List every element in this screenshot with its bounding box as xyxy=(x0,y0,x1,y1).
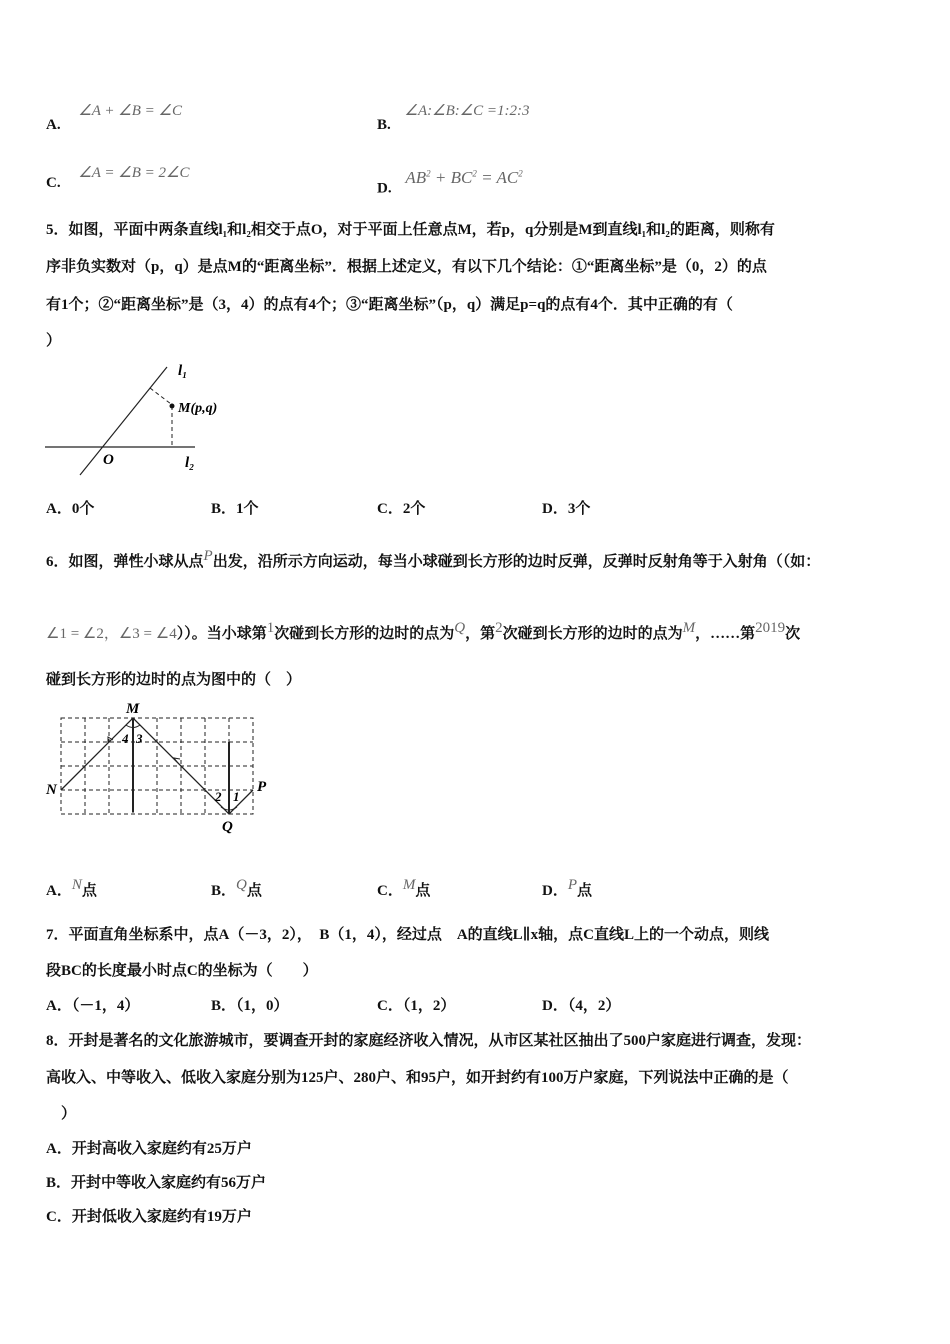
q8-option-a[interactable]: A．开封高收入家庭约有25万户 xyxy=(46,1141,252,1157)
math-sup: 2 xyxy=(472,168,477,178)
q5-figure xyxy=(40,355,260,480)
option-symbol: P xyxy=(567,877,578,893)
q5-option-a[interactable]: A．0个 xyxy=(46,501,95,517)
math-part: = AC xyxy=(476,167,519,187)
option-label: A． xyxy=(46,883,72,899)
math-sup: 2 xyxy=(426,168,431,178)
q5-stem-line: 有1个；②“距离坐标”是（3，4）的点有4个；③“距离坐标”（p，q）满足p=q的点有4个．其中正确的有（ xyxy=(46,297,733,313)
option-suffix: 点 xyxy=(577,883,593,899)
label-m: M xyxy=(126,701,140,717)
q8-stem-line: 8．开封是著名的文化旅游城市，要调查开封的家庭经济收入情况，从市区某社区抽出了500户家庭进行调查，发现： xyxy=(46,1033,812,1049)
perp-to-l1 xyxy=(150,388,171,404)
q7-stem-line: 7．平面直角坐标系中，点A（－3，2）， B（1，4），经过点 A的直线L∥x轴，点C直线L上的一个动点，则线 xyxy=(46,927,769,943)
text: 次碰到长方形的边时的点为 xyxy=(274,626,455,642)
q8-option-c[interactable]: C．开封低收入家庭约有19万户 xyxy=(46,1209,252,1225)
q6-option-a[interactable] xyxy=(46,875,97,901)
label-p: P xyxy=(257,779,267,795)
math-part: + BC xyxy=(430,167,473,187)
dashed-grid xyxy=(61,718,253,814)
q5-stem-line: 5．如图，平面中两条直线l₁和l₂相交于点O，对于平面上任意点M，若p，q分别是M到直线l₁和l₂的距离，则称有 xyxy=(46,222,775,238)
label-o: O xyxy=(103,452,114,468)
option-label: B. xyxy=(377,117,391,133)
option-suffix: 点 xyxy=(246,883,262,899)
option-suffix: 点 xyxy=(415,883,431,899)
q6-figure xyxy=(40,695,280,840)
math-q: Q xyxy=(454,620,466,636)
angle-1: 1 xyxy=(233,789,240,804)
q7-option-c[interactable]: C．（1，2） xyxy=(377,998,456,1014)
text: 次碰到长方形的边时的点为 xyxy=(502,626,683,642)
math-n: 1 xyxy=(266,620,275,636)
text: ，第 xyxy=(465,626,496,642)
text: 出发，沿所示方向运动，每当小球碰到长方形的边时反弹，反弹时反射角等于入射角（（如： xyxy=(212,554,821,570)
q8-stem-line: ） xyxy=(46,1106,77,1122)
option-symbol: M xyxy=(402,877,416,893)
q4-option-c[interactable] xyxy=(46,165,190,193)
q5-option-c[interactable]: C．2个 xyxy=(377,501,426,517)
math-angles: ∠1 = ∠2，∠3 = ∠4 xyxy=(46,626,177,642)
q6-option-b[interactable] xyxy=(211,875,262,901)
q7-option-d[interactable]: D．（4，2） xyxy=(542,998,621,1014)
q6-stem-line xyxy=(46,618,800,644)
math-sup: 2 xyxy=(518,168,523,178)
angle-2: 2 xyxy=(215,789,222,804)
option-math: ∠A + ∠B = ∠C xyxy=(78,103,182,119)
q7-stem-line: 段BC的长度最小时点C的坐标为（ ） xyxy=(46,963,318,979)
option-symbol: N xyxy=(71,877,82,893)
angle-3: 3 xyxy=(136,731,143,746)
option-label: A. xyxy=(46,117,61,133)
option-label: C． xyxy=(377,883,403,899)
math-part: AB xyxy=(405,167,427,187)
q6-option-d[interactable] xyxy=(542,875,592,901)
q4-option-a[interactable] xyxy=(46,103,182,135)
q5-option-b[interactable]: B．1个 xyxy=(211,501,259,517)
option-symbol: Q xyxy=(236,877,247,893)
label-q: Q xyxy=(222,819,233,835)
option-math: ∠A = ∠B = 2∠C xyxy=(78,165,190,181)
q4-option-d[interactable] xyxy=(377,167,523,199)
point-m xyxy=(170,404,175,409)
q6-stem-line: 碰到长方形的边时的点为图中的（ ） xyxy=(46,672,302,688)
label-m: M(p,q) xyxy=(178,401,218,416)
text: 次 xyxy=(785,626,801,642)
option-label: D． xyxy=(542,883,568,899)
label-n: N xyxy=(46,782,57,798)
q4-option-b[interactable] xyxy=(377,103,530,135)
label-l1: l₁ xyxy=(178,363,188,379)
option-label: D. xyxy=(377,180,392,197)
label-l2: l₂ xyxy=(185,455,195,471)
option-math: ∠A:∠B:∠C =1:2:3 xyxy=(404,103,530,119)
option-suffix: 点 xyxy=(81,883,97,899)
q5-stem-line: ） xyxy=(46,333,62,349)
q7-option-a[interactable]: A．（－1，4） xyxy=(46,998,140,1014)
math-p: P xyxy=(203,548,213,564)
option-math xyxy=(405,168,522,187)
line-l1 xyxy=(80,367,167,475)
option-label: C. xyxy=(46,175,61,191)
q6-stem-line xyxy=(46,546,820,572)
angle-4: 4 xyxy=(122,731,129,746)
math-n: 2 xyxy=(495,620,503,636)
math-n: 2019 xyxy=(755,620,786,636)
q8-stem-line: 高收入、中等收入、低收入家庭分别为125户、280户、和95户，如开封约有100万户家庭，下列说法中正确的是（ xyxy=(46,1070,789,1086)
q5-option-d[interactable]: D．3个 xyxy=(542,501,591,517)
math-m: M xyxy=(682,620,696,636)
q5-stem-line: 序非负实数对（p，q）是点M的“距离坐标”．根据上述定义，有以下几个结论：①“距离坐标”是（0，2）的点 xyxy=(46,259,767,275)
option-label: B． xyxy=(211,883,237,899)
text: ，……第 xyxy=(695,626,756,642)
q7-option-b[interactable]: B．（1，0） xyxy=(211,998,289,1014)
text: ））。当小球第 xyxy=(176,626,267,642)
q6-option-c[interactable] xyxy=(377,875,430,901)
text: 6．如图，弹性小球从点 xyxy=(46,554,204,570)
q8-option-b[interactable]: B．开封中等收入家庭约有56万户 xyxy=(46,1175,267,1191)
